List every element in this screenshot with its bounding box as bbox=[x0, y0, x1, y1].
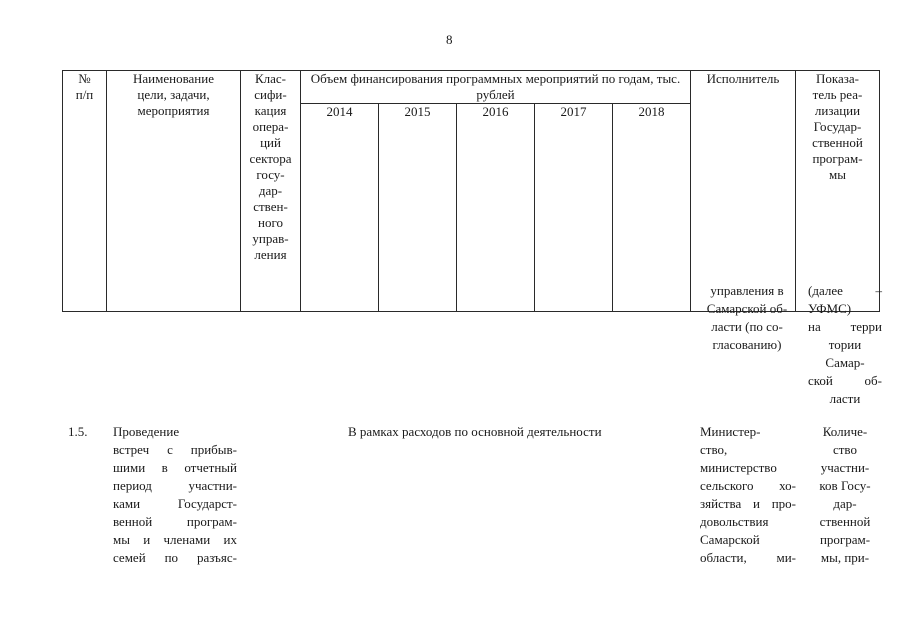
text-line bbox=[113, 441, 237, 459]
continued-executor bbox=[700, 282, 794, 354]
year-header-2015: 2015 bbox=[379, 104, 457, 312]
word: шими bbox=[113, 460, 146, 475]
word: Самарской bbox=[700, 532, 760, 547]
text-line bbox=[700, 441, 796, 459]
word: терри bbox=[850, 319, 882, 334]
word: програм- bbox=[186, 514, 237, 529]
word: по bbox=[164, 550, 179, 565]
continued-indicator bbox=[808, 282, 882, 408]
text-line bbox=[808, 300, 882, 318]
text-line: Самар- bbox=[825, 355, 865, 370]
text-line: Количе- bbox=[822, 424, 868, 439]
word: их bbox=[223, 532, 237, 547]
word: участни- bbox=[188, 478, 237, 493]
header-table bbox=[62, 70, 880, 312]
col-header-classification: Клас- сифи- кация опера- ций сектора госу- дар- ствен- ного управ- ления bbox=[241, 71, 301, 312]
page-number: 8 bbox=[446, 32, 453, 47]
col-header-executor: Исполнитель bbox=[691, 71, 796, 312]
word: Проведение bbox=[113, 424, 180, 439]
col-header-financing: Объем финансирования программных мероприятий по годам, тыс. рублей bbox=[301, 71, 691, 104]
text-line bbox=[113, 495, 237, 513]
col-header-name: Наименование цели, задачи, мероприятия bbox=[107, 71, 241, 312]
year-header-2016: 2016 bbox=[457, 104, 535, 312]
text-line: гласованию) bbox=[712, 337, 782, 352]
text-line: управления в bbox=[710, 283, 784, 298]
text-line bbox=[700, 531, 796, 549]
word: на bbox=[808, 319, 821, 334]
text-line bbox=[113, 477, 237, 495]
text-line: тории bbox=[828, 337, 862, 352]
word: про- bbox=[771, 496, 796, 511]
text-line bbox=[700, 477, 796, 495]
text-line: ство bbox=[832, 442, 857, 457]
word: ской bbox=[808, 373, 833, 388]
word: (далее bbox=[808, 283, 843, 298]
text-line: дар- bbox=[833, 496, 857, 511]
year-header-2017: 2017 bbox=[535, 104, 613, 312]
text-line bbox=[808, 282, 882, 300]
row-executor bbox=[700, 423, 796, 567]
text-line bbox=[700, 423, 796, 441]
word: УФМС) bbox=[808, 301, 852, 316]
text-line bbox=[113, 549, 237, 567]
word: сельского bbox=[700, 478, 754, 493]
word: период bbox=[113, 478, 152, 493]
text-line: Самарской об- bbox=[706, 301, 788, 316]
word: и bbox=[753, 496, 760, 511]
text-line bbox=[113, 531, 237, 549]
word: отчетный bbox=[184, 460, 237, 475]
text-line: програм- bbox=[819, 532, 871, 547]
text-line bbox=[113, 423, 237, 441]
word: членами bbox=[163, 532, 211, 547]
text-line: ласти (по со- bbox=[711, 319, 783, 334]
text-line: ласти bbox=[829, 391, 861, 406]
word: прибыв- bbox=[190, 442, 237, 457]
word: с bbox=[167, 442, 173, 457]
col-header-indicator: Показа- тель реа- лизации Государ- ственной програм- мы bbox=[796, 71, 880, 312]
word: и bbox=[143, 532, 151, 547]
word: ми- bbox=[776, 550, 796, 565]
text-line: ков Госу- bbox=[819, 478, 871, 493]
word: встреч bbox=[113, 442, 150, 457]
text-line bbox=[113, 459, 237, 477]
row-financing: В рамках расходов по основной деятельности bbox=[348, 424, 602, 439]
word: области, bbox=[700, 550, 747, 565]
text-line bbox=[700, 549, 796, 567]
row-indicator bbox=[808, 423, 882, 567]
word: довольствия bbox=[700, 514, 769, 529]
word: – bbox=[875, 283, 882, 298]
year-header-2014: 2014 bbox=[301, 104, 379, 312]
text-line bbox=[700, 495, 796, 513]
word: семей bbox=[113, 550, 146, 565]
word: венной bbox=[113, 514, 153, 529]
row-number: 1.5. bbox=[68, 424, 88, 439]
word: Министер- bbox=[700, 424, 761, 439]
word: об- bbox=[864, 373, 882, 388]
word: ками bbox=[113, 496, 141, 511]
word: разъяс- bbox=[197, 550, 237, 565]
text-line bbox=[808, 318, 882, 336]
text-line bbox=[113, 513, 237, 531]
word: мы bbox=[113, 532, 130, 547]
text-line: мы, при- bbox=[820, 550, 870, 565]
word: Государст- bbox=[177, 496, 237, 511]
col-header-num: № п/п bbox=[63, 71, 107, 312]
year-header-2018: 2018 bbox=[613, 104, 691, 312]
word: зяйства bbox=[700, 496, 742, 511]
text-line: участни- bbox=[820, 460, 870, 475]
text-line bbox=[700, 459, 796, 477]
word: хо- bbox=[779, 478, 796, 493]
text-line bbox=[808, 372, 882, 390]
word: министерство bbox=[700, 460, 777, 475]
text-line bbox=[700, 513, 796, 531]
row-name bbox=[113, 423, 237, 567]
text-line: ственной bbox=[819, 514, 871, 529]
word: в bbox=[161, 460, 168, 475]
word: ство, bbox=[700, 442, 728, 457]
